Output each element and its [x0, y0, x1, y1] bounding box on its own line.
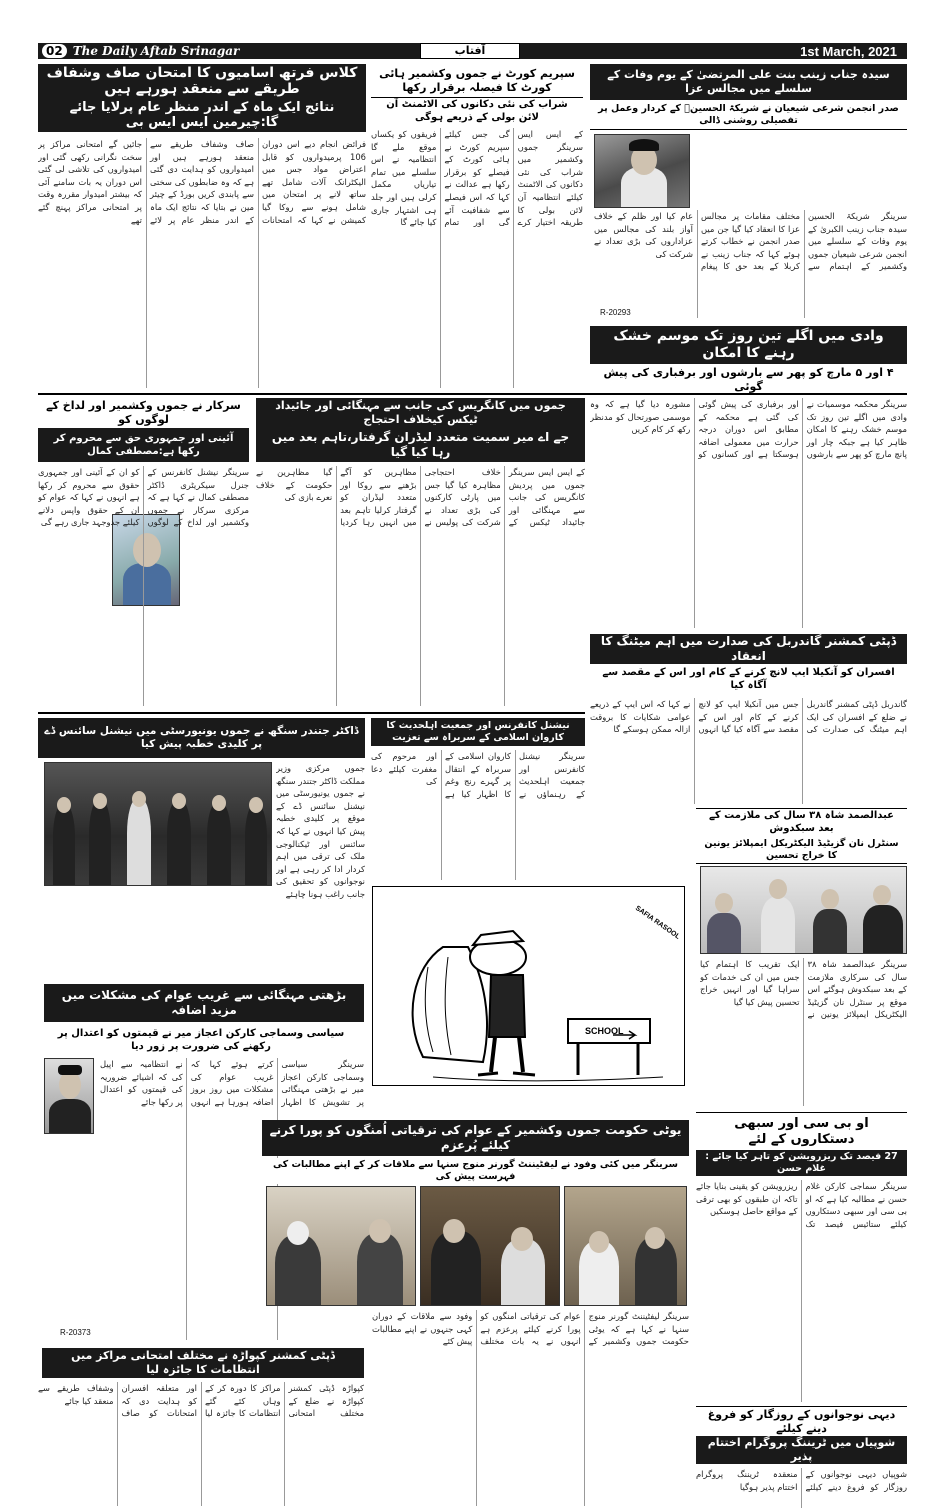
row-divider-2 — [38, 712, 585, 714]
retirement-body: سرینگر عبدالصمد شاہ ۳۸ سال کی سرکاری ملازمت کے بعد سبکدوش ہوگئے اس موقع پر سنٹرل نان گزیٹیڈ الیکٹریکل ایمپلائز یونین نے ایک تقریب کا اہتمام کیا جس میں ان کی خدمات کو سراہا گیا اور انہیں خراج تحسین پیش کیا گیا — [700, 959, 907, 1020]
retirement-subheadline: سنٹرل نان گزیٹیڈ الیکٹریکل ایمپلائز یونین کا خراج تحسین — [696, 836, 907, 864]
shopian-subheadline: شوپیاں میں ٹریننگ پروگرام اختتام پذیر — [696, 1436, 907, 1464]
congress-body: کے ایس ایس سرینگر جموں میں پردیش کانگریس کی جانب سے مہنگائی اور جائیداد ٹیکس کے خلاف احتجاجی مظاہرہ کیا گیا جس میں پارٹی کارکنوں کی بڑی تعداد نے شرکت کی پولیس نے مظاہرین کو آگے بڑھنے سے روکا اور متعدد لیڈران کو گرفتار کرلیا تاہم بعد میں انہیں رہا کردیا گیا مظاہرین نے حکومت کے خلاف نعرے بازی کی — [256, 467, 585, 528]
ut-government-subheadline: سرینگر میں کئی وفود نے لیفٹیننٹ گورنر منوج سنہا سے ملاقات کر کے اپنے مطالبات کی فہرست پیش کی — [262, 1158, 689, 1184]
majlis-headline: سیدہ جناب زینب بنت علی المرتضیٰ کے یوم وفات کے سلسلے میں مجالس عزا — [590, 64, 907, 100]
page-number: 02 — [42, 44, 67, 58]
deputy-commissioner-headline: ڈپٹی کمشنر گاندربل کی صدارت میں اہم میٹنگ کا انعقاد — [590, 634, 907, 664]
deputy-commissioner-subheadline: افسران کو آنکیلا ایپ لانچ کرنے کے کام اور اس کے مقصد سے آگاہ کیا — [590, 664, 907, 694]
congress-subheadline: جے اے میر سمیت متعدد لیڈران گرفتار،تاہم بعد میں رہا کیا گیا — [256, 428, 585, 462]
exams-body: فرائض انجام دیے اس دوران 106 پرمیدواروں کو قابل اعتراض مواد جس میں الیکٹرانک آلات شامل تھے ساتھ لانے پر امتحان میں شامل ہونے سے روکا گیا کمیشن نے کہا کہ امتحانات صاف وشفاف طریقے سے منعقد ہورہے ہیں اور امیدواروں کو ہدایت دی گئی ہے کہ وہ ضابطوں کی سختی سے پابندی کریں بورڈ کے چیئر مین نے بتایا کہ نتائج ایک ماہ کے اندر منظر عام پر لائے جائیں گے امتحانی مراکز پر سخت نگرانی رکھی گئی اور امیدواروں کی تلاشی لی گئی اس دوران یہ بات سامنے آئی کہ بیشتر امیدوار مقررہ وقت پر امتحانی مراکز پہنچ گئے تھے — [38, 139, 366, 225]
congress-headline: جموں میں کانگریس کی جانب سے مہنگائی اور جائیداد ٹیکس کیخلاف احتجاج — [256, 398, 585, 428]
exams-headline: کلاس فرتھ اسامیوں کا امتحان صاف وشفاف طریقے سے منعقد ہورہے ہیں — [38, 64, 366, 98]
supreme-court-subheadline: شراب کی نئی دکانوں کی الاٹمنٹ آن لائن بولی کے ذریعے ہوگی — [371, 98, 583, 124]
ut-government-body: سرینگر لیفٹیننٹ گورنر منوج سنہا نے کہا ہے کہ یوٹی حکومت جموں وکشمیر کے عوام کی ترقیاتی امنگوں کو پورا کرنے کیلئے پرعزم ہے انہوں نے یہ بات مختلف وفود سے ملاقات کے دوران کہی جنہوں نے اپنے مطالبات پیش کئے — [372, 1311, 689, 1347]
weather-subheadline: ۴ اور ۵ مارچ کو پھر سے بارشوں اور برفباری کی پیش گوئی — [590, 366, 907, 394]
inflation-body: سرینگر سیاسی وسماجی کارکن اعجاز میر نے بڑھتی مہنگائی پر تشویش کا اظہار کرتے ہوئے کہا کہ غریب عوام کی مشکلات میں روز بروز اضافہ ہورہا ہے انہوں نے انتظامیہ سے اپیل کی کہ اشیائے ضروریہ کی قیمتوں کو اعتدال پر رکھا جائے — [100, 1059, 364, 1107]
obc-artisans-subheadline: 27 فیصد تک ریزرویشن کو تاہر کیا جائے : غلام حسن — [696, 1150, 907, 1176]
row-divider — [38, 393, 907, 395]
science-day-headline: ڈاکٹر جتندر سنگھ نے جموں یونیورسٹی میں نیشنل سائنس ڈے پر کلیدی خطبہ پیش کیا — [38, 718, 365, 758]
kupwara-body: کپواڑہ ڈپٹی کمشنر کپواڑہ نے ضلع کے مختلف امتحانی مراکز کا دورہ کر کے وہاں کئے گئے انتظامات کا جائزہ لیا اور متعلقہ افسران کو ہدایت دی کہ امتحانات کو صاف وشفاف طریقے سے منعقد کیا جائے — [38, 1383, 364, 1419]
retirement-group-photo — [700, 866, 907, 954]
lg-meeting-photo-2 — [420, 1186, 560, 1306]
deputy-commissioner-body: گاندربل ڈپٹی کمشنر گاندربل نے ضلع کے افسران کی ایک اہم میٹنگ کی صدارت کی جس میں آنکیلا ایپ کو لانچ کرنے کے کام اور اس کے مقصد سے آگاہ کیا گیا انہوں نے کہا کہ اس ایپ کے ذریعے عوامی شکایات کا بروقت ازالہ ممکن ہوسکے گا — [590, 699, 907, 735]
mustafa-kamal-body: سرینگر نیشنل کانفرنس کے جنرل سیکریٹری ڈاکٹر مصطفی کمال نے کہا ہے کہ مرکزی سرکار نے جموں وکشمیر اور لداخ کے لوگوں کو ان کے آئینی اور جمہوری حقوق سے محروم کر رکھا ہے انہوں نے کہا کہ عوام کو ان کے حقوق واپس دلانے کیلئے جدوجہد جاری رہے گی — [38, 467, 249, 528]
science-day-body: جموں مرکزی وزیر مملکت ڈاکٹر جتندر سنگھ نے جموں یونیورسٹی میں نیشنل سائنس ڈے کے موقع پر کلیدی خطبہ پیش کیا انہوں نے کہا کہ سائنس اور ٹیکنالوجی ملک کی ترقی میں اہم کردار ادا کر رہی ہے اور نوجوانوں کو تحقیق کی جانب راغب ہونا چاہئے — [276, 763, 365, 899]
lg-meeting-photo-3 — [564, 1186, 687, 1306]
inflation-subheadline: سیاسی وسماجی کارکن اعجاز میر نے قیمتوں کو اعتدال پر رکھنے کی ضرورت پر زور دیا — [38, 1024, 364, 1056]
exams-subheadline: نتائج ایک ماہ کے اندر منظر عام پرلایا جائے گا:چیرمین ایس ایس بی — [38, 98, 366, 132]
mustafa-kamal-subheadline: آئینی اور جمہوری حق سے محروم کر رکھا ہے:مصطفی کمال — [38, 428, 249, 462]
ut-government-headline: یوٹی حکومت جموں وکشمیر کے عوام کی ترقیاتی اُمنگوں کو پورا کرنے کیلئے پُرعزم — [262, 1120, 689, 1156]
cartoon-drawing — [373, 887, 685, 1086]
obc-artisans-body: سرینگر سماجی کارکن غلام حسن نے مطالبہ کیا ہے کہ او بی سی اور سبھی دستکاروں کیلئے ستائیس فیصد تک ریزرویشن کو یقینی بنایا جائے تاکہ ان طبقوں کو بھی ترقی کے مواقع حاصل ہوسکیں — [696, 1181, 907, 1229]
science-day-event-photo — [44, 762, 272, 886]
mustafa-kamal-headline: سرکار نے جموں وکشمیر اور لداخ کے لوگوں کو — [38, 398, 249, 428]
majlis-ref: R-20293 — [600, 308, 631, 317]
shopian-body: شوپیاں دیہی نوجوانوں کے روزگار کو فروغ دینے کیلئے منعقدہ ٹریننگ پروگرام اختتام پذیر ہوگیا — [696, 1469, 907, 1492]
inflation-ref: R-20373 — [60, 1328, 91, 1337]
supreme-court-body: کے ایس ایس سرینگر جموں وکشمیر میں شراب کی نئی دکانوں کی الاٹمنٹ کیلئے انتظامیہ آن لائن بولی کا طریقہ اختیار کرے گی جس کیلئے سپریم کورٹ نے ہائی کورٹ کے فیصلے کو برقرار رکھا ہے عدالت نے کہا کہ اس فیصلے سے شفافیت آئے گی اور تمام فریقوں کو یکساں موقع ملے گا انتظامیہ نے اس سلسلے میں تمام تیاریاں مکمل کرلی ہیں اور جلد ہی اشتہار جاری کیا جائے گا — [371, 129, 583, 228]
national-conference-headline: نیشنل کانفرنس اور جمعیت اہلحدیث کا کاروان اسلامی کے سربراہ سے تعزیت — [371, 718, 585, 746]
lg-meeting-photo-1 — [266, 1186, 416, 1306]
majlis-subheadline: صدر انجمن شرعی شیعیان نے شریکۃ الحسینؑ کے کردار وعمل پر تفصیلی روشنی ڈالی — [590, 100, 907, 130]
weather-body: سرینگر محکمہ موسمیات نے وادی میں اگلے تین روز تک موسم خشک رہنے کا امکان ظاہر کیا ہے جبکہ چار اور پانچ مارچ کو پھر سے بارشوں اور برفباری کی پیش گوئی کی گئی ہے محکمہ کے مطابق اس دوران درجہ حرارت میں معمولی اضافہ ہوسکتا ہے اور کسانوں کو مشورہ دیا گیا ہے کہ وہ موسمی صورتحال کو مدنظر رکھ کر کام کریں — [590, 399, 907, 460]
national-conference-body: سرینگر نیشنل کانفرنس اور جمعیت اہلحدیث کے رہنماؤں نے کاروان اسلامی کے سربراہ کے انتقال پر گہرے رنج وغم کا اظہار کیا ہے اور مرحوم کی مغفرت کیلئے دعا کی — [371, 751, 585, 799]
shopian-headline: دیہی نوجوانوں کے روزگار کو فروغ دینے کیلئے — [696, 1406, 907, 1436]
issue-date: 1st March, 2021 — [800, 43, 897, 59]
retirement-headline: عبدالصمد شاہ ۳۸ سال کی ملازمت کے بعد سبکدوش — [696, 808, 907, 834]
obc-artisans-headline: او بی سی اور سبھی دستکاروں کے لئے — [696, 1112, 907, 1150]
cleric-portrait-photo — [594, 134, 690, 208]
paper-name: The Daily Aftab Srinagar — [72, 44, 240, 58]
cartoon-sign-text: SCHOOL — [585, 1026, 624, 1036]
majlis-body: سرینگر شریکۃ الحسین سیدہ جناب زینب الکبریٰ کے یوم وفات کے سلسلے میں انجمن شرعی شیعیان جموں وکشمیر کے اہتمام سے مختلف مقامات پر مجالس عزا کا انعقاد کیا گیا جن میں صدر انجمن نے خطاب کرتے ہوئے کہا کہ جناب زینب نے کربلا کے بعد حق کا پیغام عام کیا اور ظلم کے خلاف آواز بلند کی مجالس میں عزاداروں کی بڑی تعداد نے شرکت کی — [594, 211, 907, 272]
masthead-logo: آفتاب — [420, 43, 520, 59]
editorial-cartoon — [372, 886, 685, 1086]
inflation-headline: بڑھتی مہنگائی سے غریب عوام کی مشکلات میں مزید اضافہ — [44, 984, 364, 1022]
cartoon-signature: SAFIA RASOOL — [633, 904, 681, 941]
supreme-court-headline: سپریم کورٹ نے جموں وکشمیر ہائی کورٹ کا فیصلہ برقرار رکھا — [371, 64, 583, 98]
weather-headline: وادی میں اگلے تین روز تک موسم خشک رہنے کا امکان — [590, 326, 907, 364]
ijaz-mir-portrait-photo — [44, 1058, 94, 1134]
kupwara-headline: ڈپٹی کمشنر کپواڑہ نے مختلف امتحانی مراکز میں انتظامات کا جائزہ لیا — [42, 1348, 364, 1378]
